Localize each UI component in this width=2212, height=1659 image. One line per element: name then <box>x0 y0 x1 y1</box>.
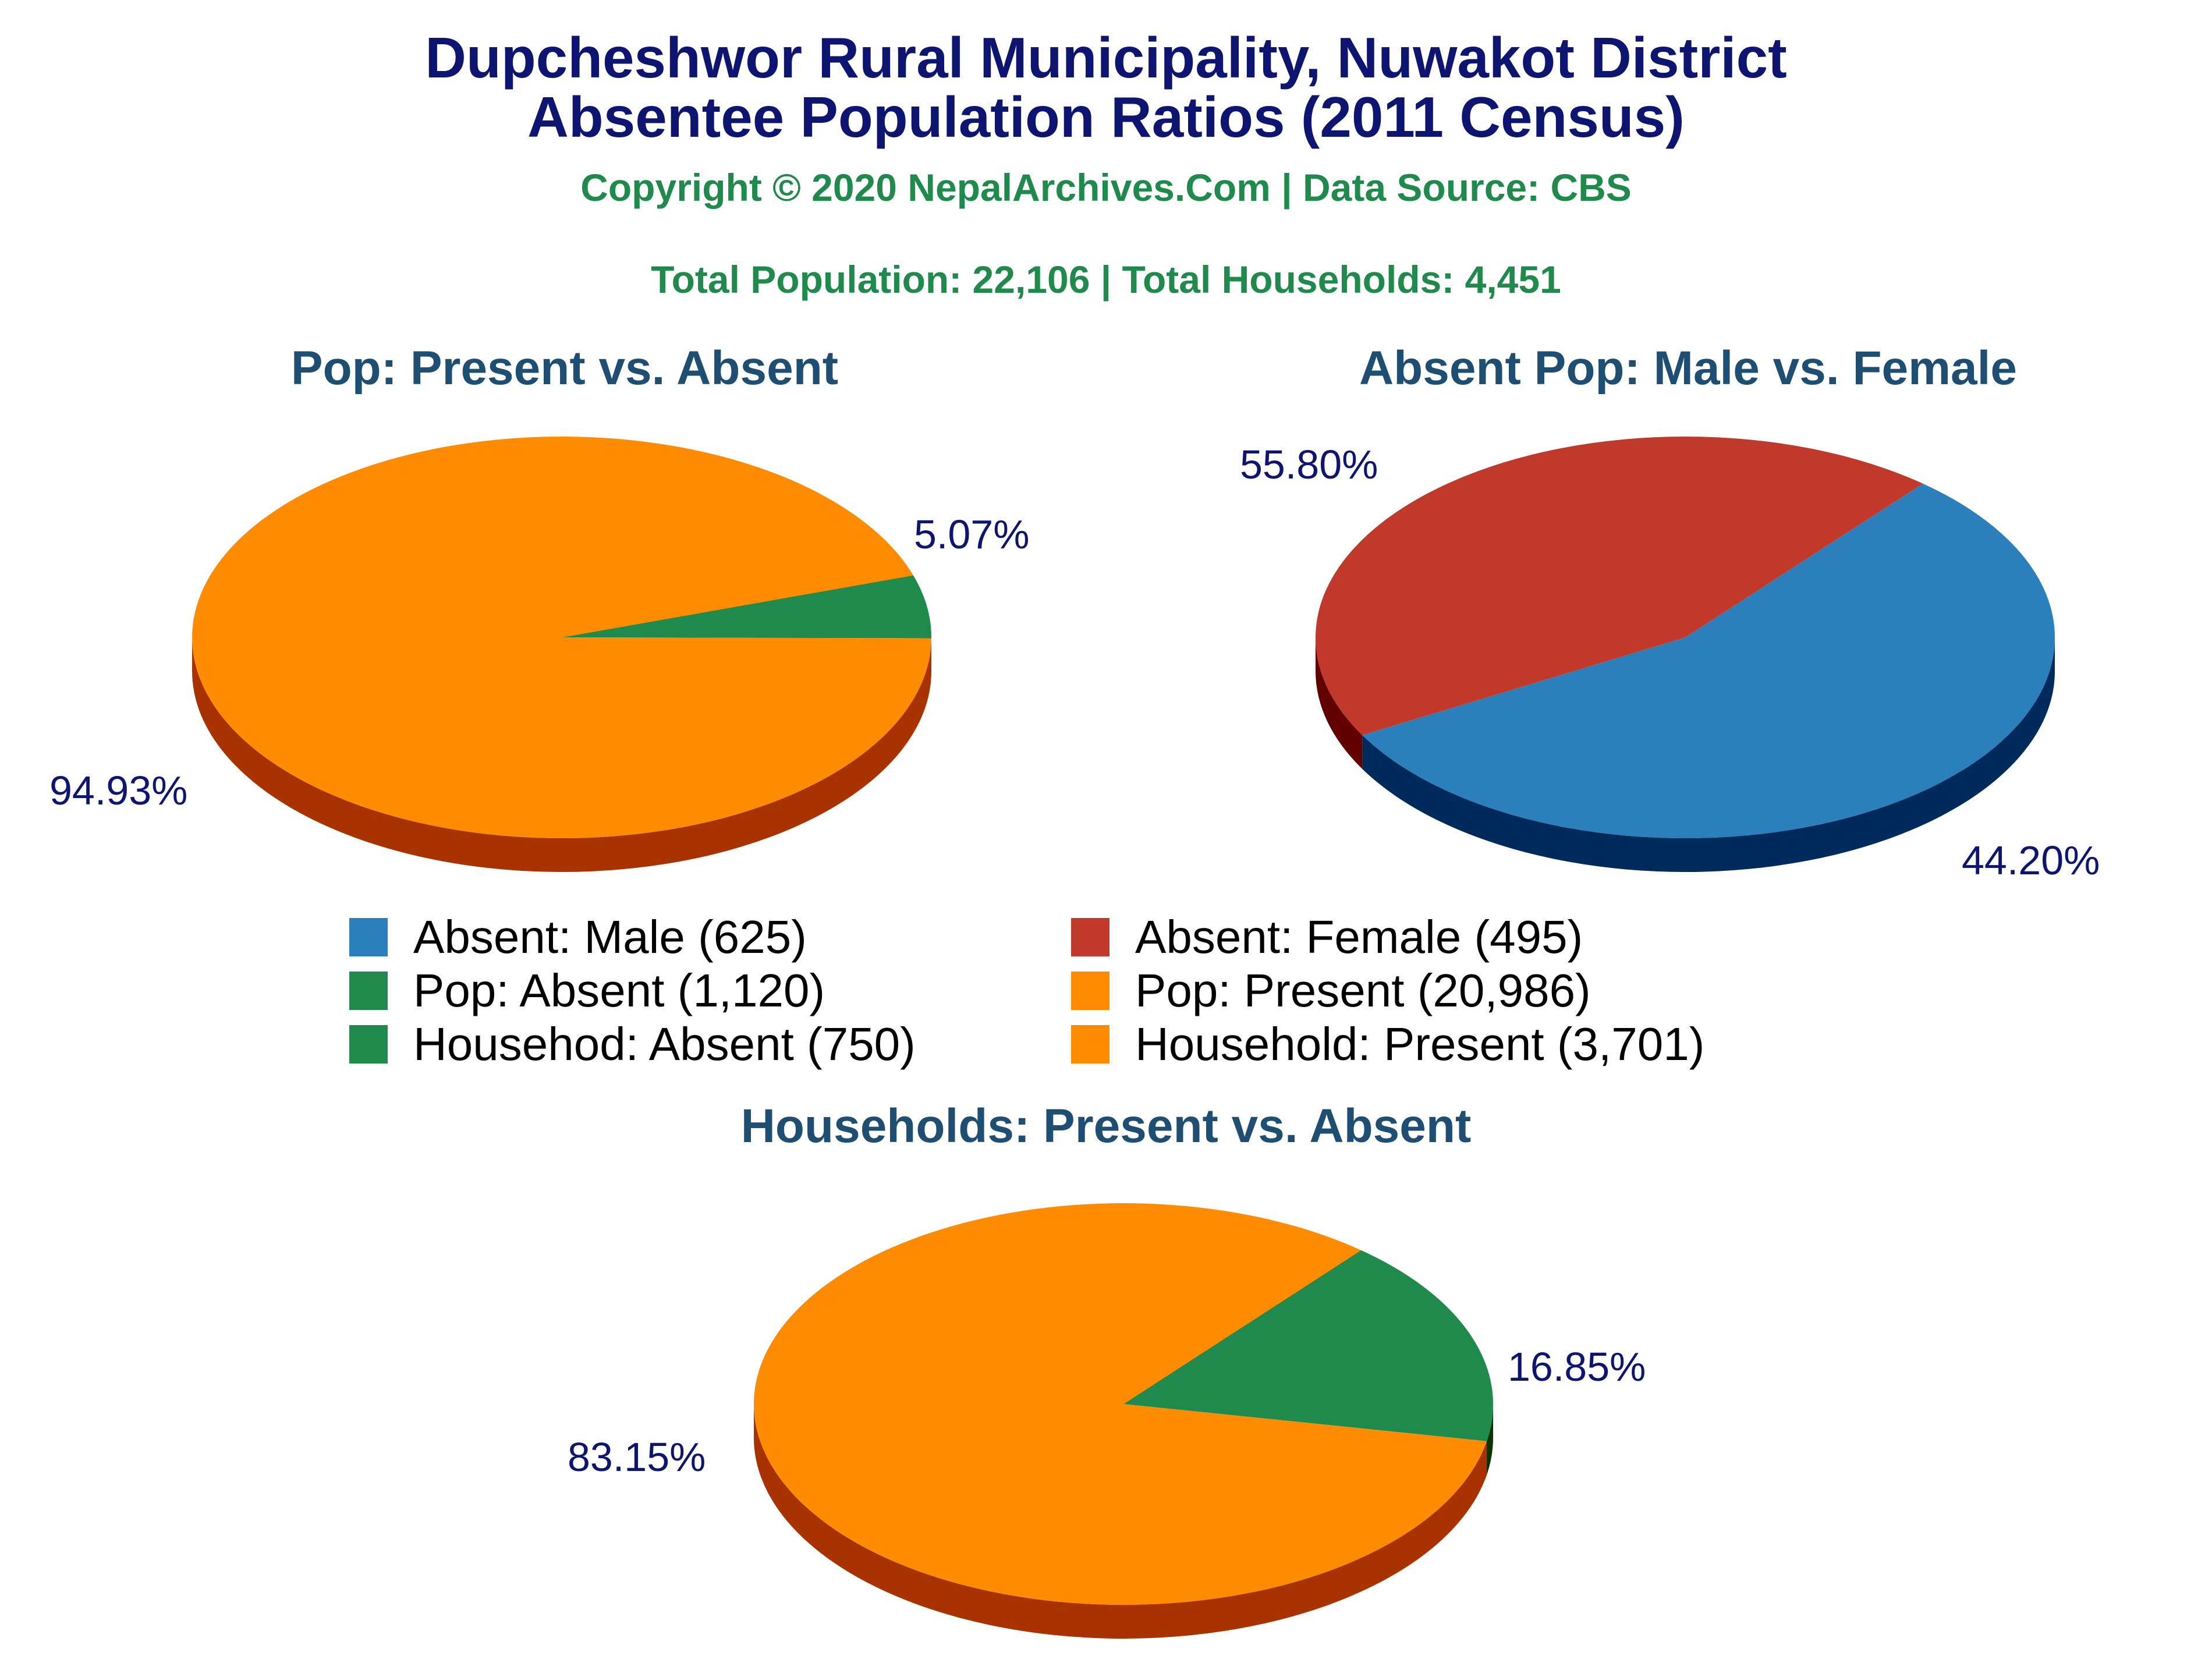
legend-label: Pop: Present (20,986) <box>1135 965 1591 1016</box>
legend-item-household-absent <box>349 1018 916 1070</box>
legend-swatch <box>349 918 388 956</box>
legend-item-absent-female <box>1071 911 1583 963</box>
chart-title-line1: Dupcheshwor Rural Municipality, Nuwakot District <box>425 26 1787 90</box>
pie3-label-absent: 16.85% <box>1508 1344 1646 1389</box>
pie1-label-absent: 5.07% <box>914 512 1030 557</box>
legend-label: Pop: Absent (1,120) <box>413 965 825 1016</box>
legend-label: Househod: Absent (750) <box>413 1018 916 1070</box>
pie3-title: Households: Present vs. Absent <box>740 1100 1472 1153</box>
legend-item-household-present <box>1071 1018 1704 1070</box>
copyright-text: Copyright © 2020 NepalArchives.Com | Data Source: CBS <box>580 166 1632 209</box>
pie2-label-male: 55.80% <box>1240 442 1378 487</box>
pie1-label-present: 94.93% <box>49 768 188 813</box>
totals-text: Total Population: 22,106 | Total Households: 4,451 <box>651 258 1561 301</box>
legend-label: Household: Present (3,701) <box>1135 1018 1705 1070</box>
pie2-label-female: 44.20% <box>1962 838 2100 883</box>
legend-swatch <box>1071 918 1109 956</box>
legend-item-pop-absent <box>349 965 825 1017</box>
pie3-label-present: 83.15% <box>568 1434 706 1480</box>
chart-title-line2: Absentee Population Ratios (2011 Census) <box>527 85 1685 149</box>
legend-label: Absent: Male (625) <box>413 911 807 963</box>
legend-item-pop-present <box>1071 965 1591 1017</box>
legend-swatch <box>349 1025 388 1064</box>
legend-swatch <box>1071 1025 1109 1064</box>
pie1-title: Pop: Present vs. Absent <box>290 342 839 395</box>
legend-swatch <box>349 972 388 1010</box>
legend-swatch <box>1071 972 1109 1010</box>
pie2-title: Absent Pop: Male vs. Female <box>1359 342 2018 395</box>
legend-item-absent-male <box>349 911 807 963</box>
legend-label: Absent: Female (495) <box>1135 911 1583 963</box>
